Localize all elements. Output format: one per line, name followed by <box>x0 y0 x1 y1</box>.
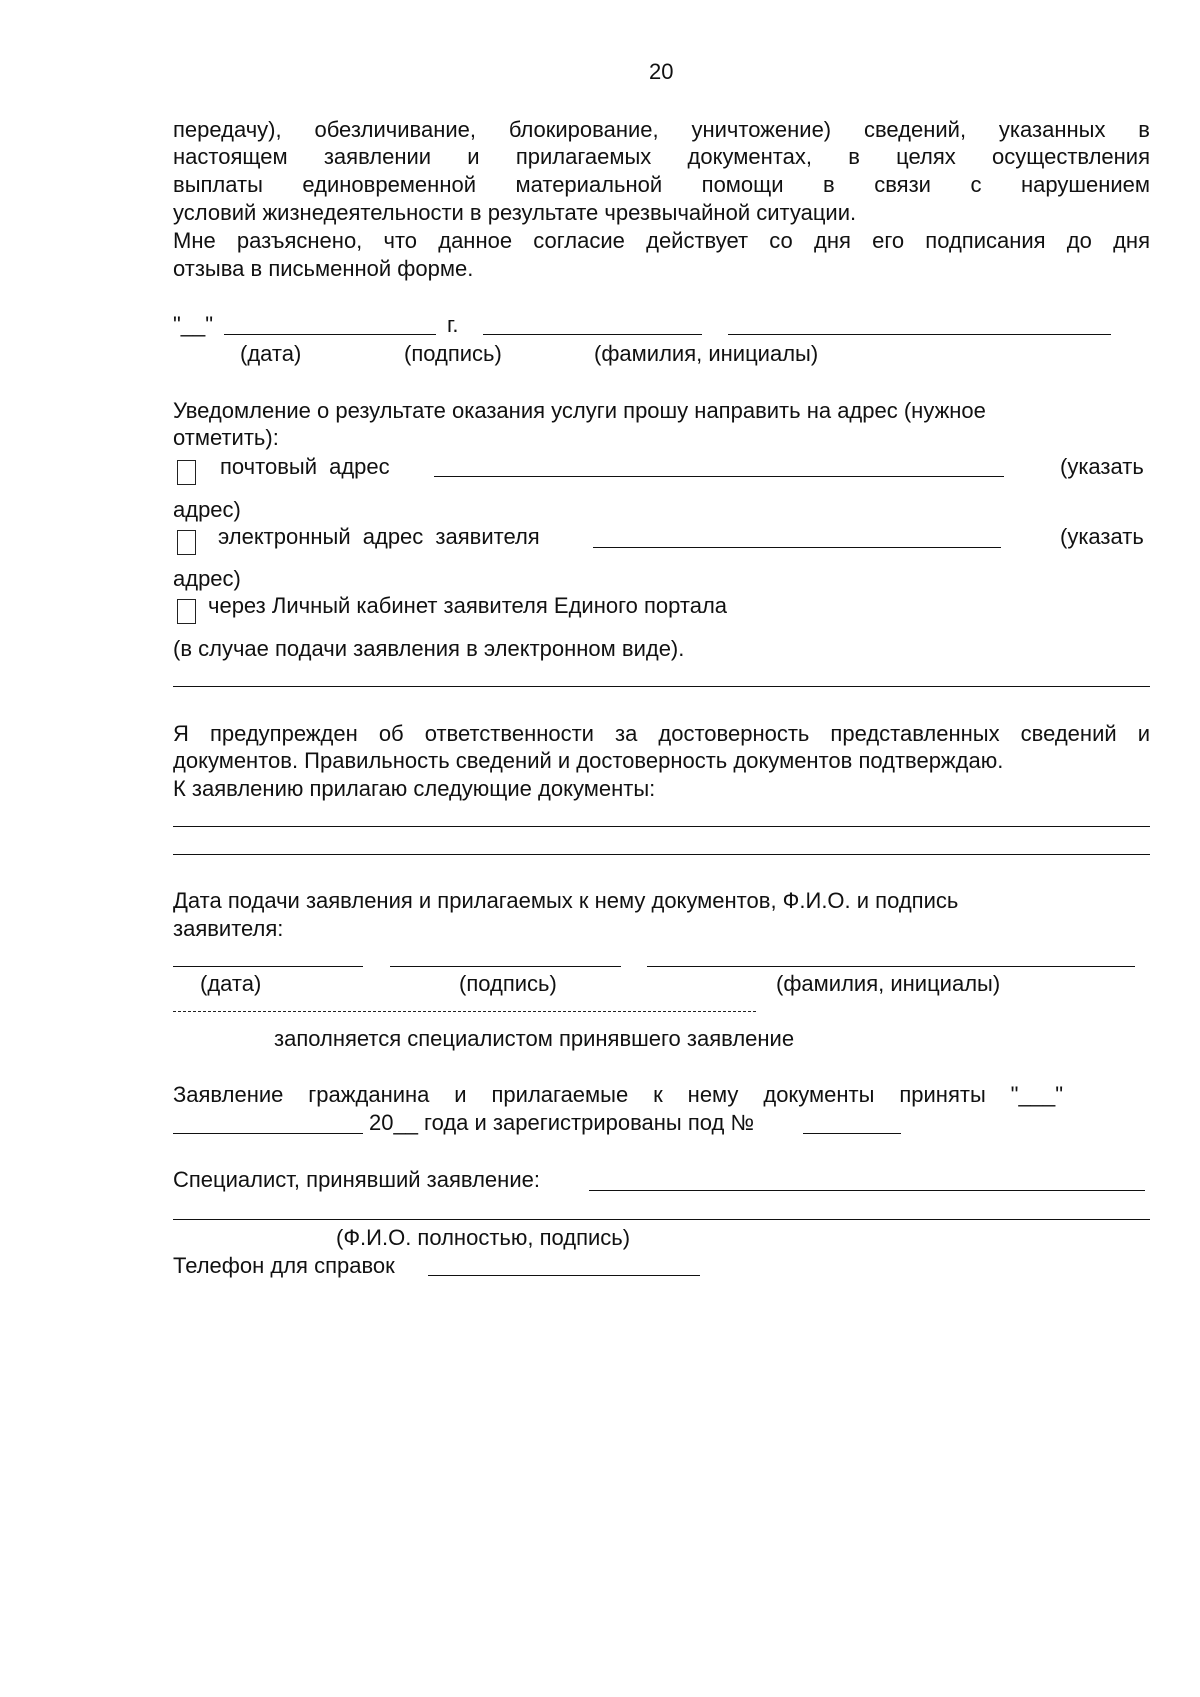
name-caption: (фамилия, инициалы) <box>776 971 1001 996</box>
specify-label: (указать <box>1060 524 1144 549</box>
personal-cabinet-label: через Личный кабинет заявителя Единого портала <box>208 593 728 618</box>
page-number: 20 <box>649 59 674 84</box>
accepted-text: Заявление гражданина и прилагаемые к нему документы приняты "___" <box>173 1082 1063 1107</box>
specialist-label: Специалист, принявший заявление: <box>173 1167 540 1192</box>
warning-text: Я предупрежден об ответственности за достоверность представленных сведений и <box>173 721 1150 746</box>
name-caption: (фамилия, инициалы) <box>594 341 819 366</box>
email-address-checkbox[interactable] <box>177 530 196 555</box>
warning-text: документов. Правильность сведений и достоверность документов подтверждаю. <box>173 748 1004 773</box>
email-address-label: электронный адрес заявителя <box>218 524 540 549</box>
signature-line <box>483 334 702 335</box>
date-caption: (дата) <box>200 971 262 996</box>
dashed-separator <box>173 1011 756 1012</box>
specialist-line <box>173 1219 1150 1220</box>
consent-line: настоящем заявлении и прилагаемых документах, в целях осуществления <box>173 144 1150 169</box>
consent-line: выплаты единовременной материальной помощи в связи с нарушением <box>173 172 1150 197</box>
year-suffix: г. <box>447 312 459 337</box>
registration-text: 20__ года и зарегистрированы под № <box>369 1110 755 1135</box>
signature-line <box>390 966 621 967</box>
phone-line[interactable] <box>428 1275 700 1276</box>
fio-caption: (Ф.И.О. полностью, подпись) <box>336 1225 631 1250</box>
specify-label-cont: адрес) <box>173 566 241 591</box>
specialist-line <box>589 1190 1145 1191</box>
phone-label: Телефон для справок <box>173 1253 395 1278</box>
name-line <box>647 966 1135 967</box>
consent-line: отзыва в письменной форме. <box>173 256 474 281</box>
specialist-heading: заполняется специалистом принявшего заявление <box>274 1026 795 1051</box>
documents-line[interactable] <box>173 826 1150 827</box>
registration-number-line <box>803 1133 901 1134</box>
postal-address-line[interactable] <box>434 476 1004 477</box>
specify-label-cont: адрес) <box>173 497 241 522</box>
name-line <box>728 334 1111 335</box>
signature-caption: (подпись) <box>459 971 557 996</box>
specify-label: (указать <box>1060 454 1144 479</box>
date-line <box>224 334 436 335</box>
notification-text: Уведомление о результате оказания услуги прошу направить на адрес (нужное <box>173 398 986 423</box>
accepted-date-line <box>173 1133 363 1134</box>
consent-line: передачу), обезличивание, блокирование, уничтожение) сведений, указанных в <box>173 117 1150 142</box>
email-address-line[interactable] <box>593 547 1001 548</box>
personal-cabinet-checkbox[interactable] <box>177 599 196 624</box>
notification-text: отметить): <box>173 425 279 450</box>
documents-line[interactable] <box>173 854 1150 855</box>
date-quote-prefix: "__" <box>173 312 214 337</box>
separator-line <box>173 686 1150 687</box>
postal-address-label: почтовый адрес <box>220 454 390 479</box>
warning-text: К заявлению прилагаю следующие документы: <box>173 776 656 801</box>
consent-line: условий жизнедеятельности в результате чрезвычайной ситуации. <box>173 200 857 225</box>
date-line <box>173 966 363 967</box>
submission-text: Дата подачи заявления и прилагаемых к нему документов, Ф.И.О. и подпись <box>173 888 959 913</box>
date-caption: (дата) <box>240 341 302 366</box>
signature-caption: (подпись) <box>404 341 502 366</box>
consent-line: Мне разъяснено, что данное согласие действует со дня его подписания до дня <box>173 228 1150 253</box>
submission-text: заявителя: <box>173 916 284 941</box>
postal-address-checkbox[interactable] <box>177 460 196 485</box>
personal-cabinet-note: (в случае подачи заявления в электронном виде). <box>173 636 685 661</box>
